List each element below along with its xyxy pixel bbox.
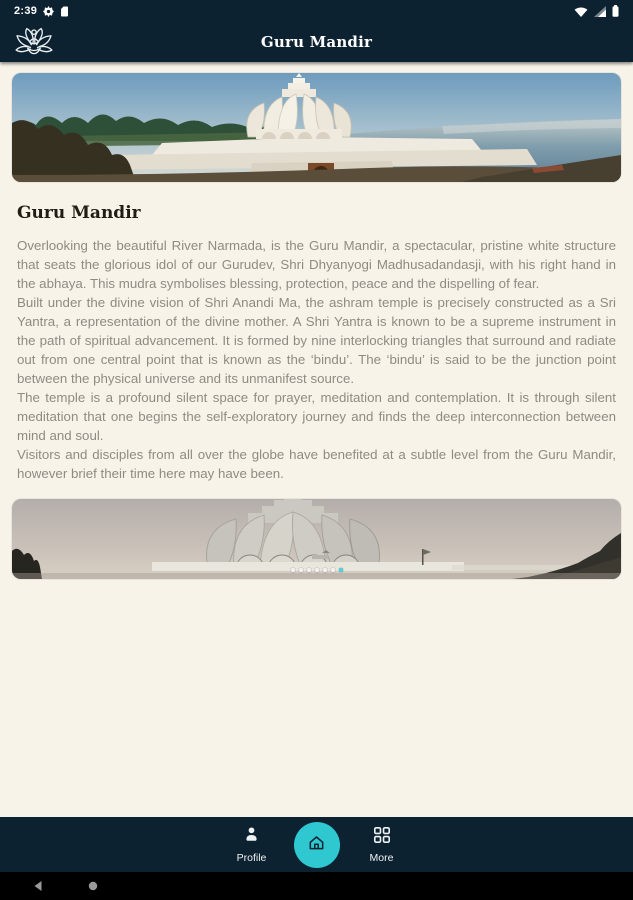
nav-profile[interactable] (226, 825, 278, 864)
more-grid-icon (373, 826, 391, 849)
android-navigation-bar (0, 872, 633, 900)
section-heading: Guru Mandir (17, 203, 141, 223)
carousel-image[interactable] (12, 499, 621, 579)
paragraph: Overlooking the beautiful River Narmada, is the Guru Mandir, a spectacular, pristine white structure that seats the glorious idol of our Gurudev, Shri Dhyanyogi Madhusadandasji, with his right hand in the abhaya. This mudra symbolises blessing, protection, peace and the dispelling of fear. (17, 238, 616, 291)
carousel-dots (291, 568, 343, 572)
sim-card-icon (60, 6, 69, 17)
carousel-dot[interactable] (291, 568, 295, 572)
content-area[interactable] (0, 62, 633, 817)
nav-more[interactable] (356, 826, 408, 864)
paragraph: The temple is a profound silent space for prayer, meditation and contemplation. It is through silent meditation that one begins the self-exploratory journey and finds the deep interconnection between mind and soul. (17, 390, 616, 443)
nav-more-label: More (369, 851, 394, 864)
nav-profile-label: Profile (236, 852, 267, 864)
page-title: Guru Mandir (260, 33, 373, 51)
carousel-dot[interactable] (339, 568, 343, 572)
carousel-dot[interactable] (323, 568, 327, 572)
status-bar-left (14, 5, 69, 17)
status-bar (0, 0, 633, 22)
android-back-button[interactable] (32, 880, 44, 892)
battery-icon (612, 5, 619, 17)
android-home-button[interactable] (88, 881, 98, 891)
settings-icon (43, 6, 54, 17)
carousel-dot[interactable] (331, 568, 335, 572)
hero-image (12, 73, 621, 182)
nav-home-button[interactable] (294, 822, 340, 868)
paragraph: Built under the divine vision of Shri Anandi Ma, the ashram temple is precisely constructed as a Sri Yantra, a representation of the divine mother. A Shri Yantra is known to be a supreme instrument in the path of spiritual advancement. It is formed by nine interlocking triangles that surround and radiate out from one central point that is known as the ‘bindu’. The ‘bindu’ is said to be the junction point between the physical universe and its unmanifest source. (17, 295, 616, 386)
carousel-dot[interactable] (315, 568, 319, 572)
bottom-nav (0, 817, 633, 872)
carousel-dot[interactable] (299, 568, 303, 572)
paragraph: Visitors and disciples from all over the globe have benefited at a subtle level from the Guru Mandir, however brief their time here may have been. (17, 447, 616, 481)
wifi-icon (574, 6, 588, 17)
home-icon (307, 833, 326, 857)
clock: 2:39 (14, 5, 38, 17)
status-bar-right (574, 5, 619, 17)
profile-icon (242, 825, 261, 849)
app-header (0, 22, 633, 62)
cellular-signal-icon (594, 6, 606, 17)
lotus-logo-icon[interactable] (12, 22, 56, 62)
article-body (12, 236, 621, 483)
carousel-dot[interactable] (307, 568, 311, 572)
